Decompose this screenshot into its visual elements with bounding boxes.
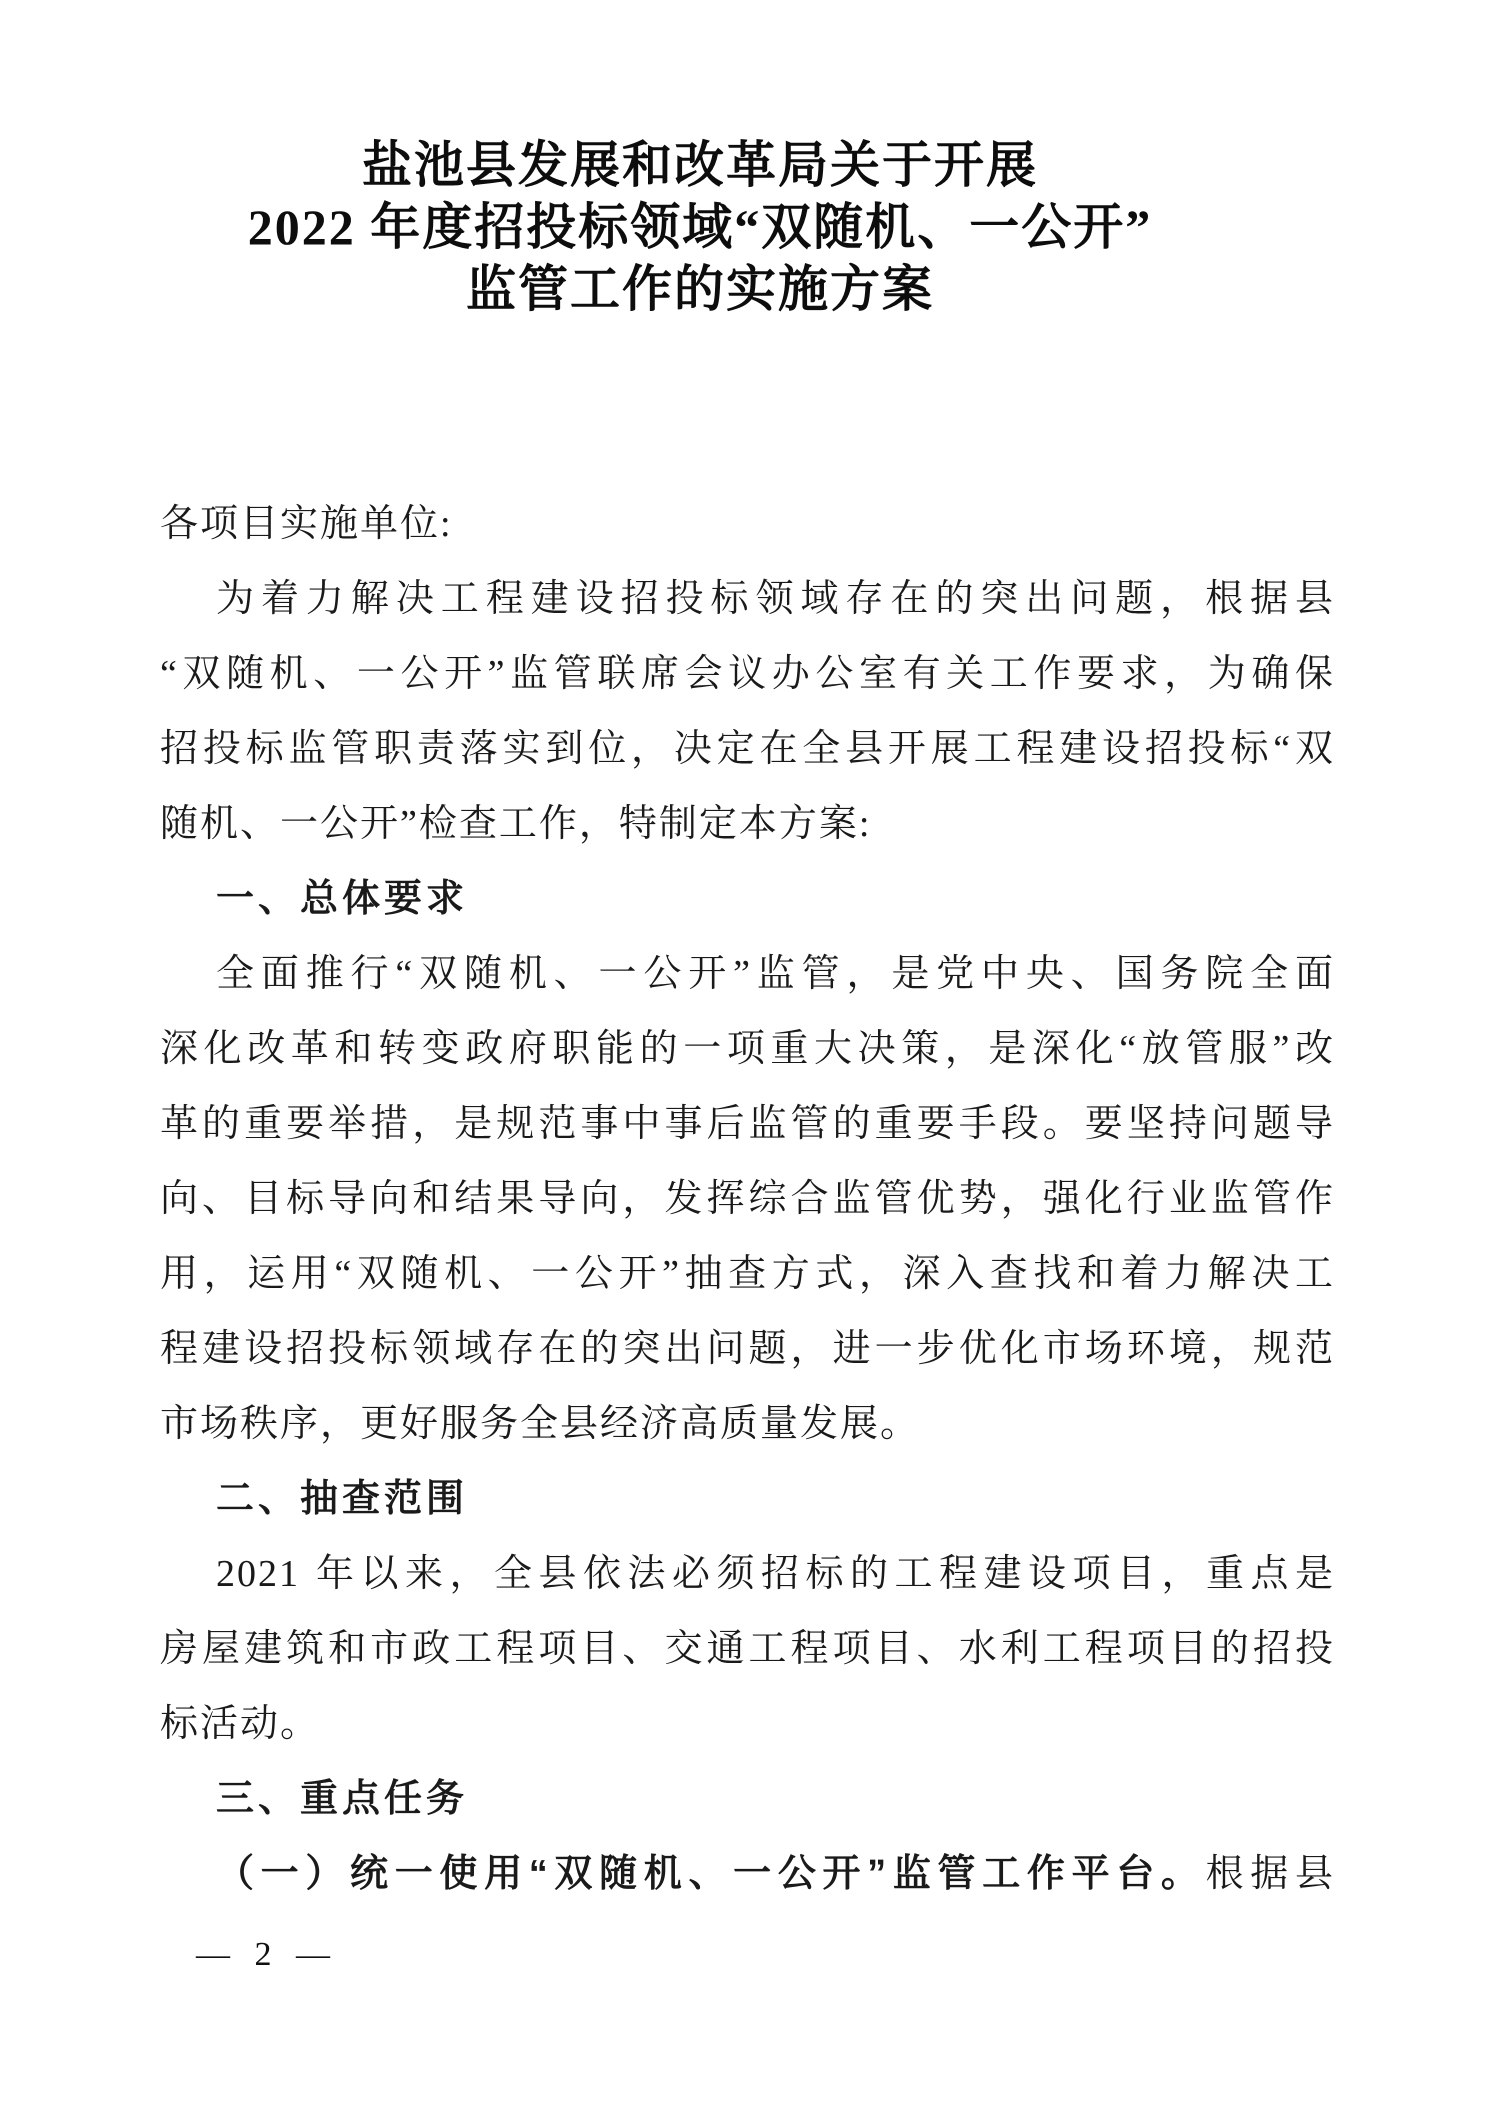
document-title-line-2: 2022 年度招投标领域“双随机、一公开”	[247, 199, 1153, 255]
paragraph-line: 标活动。	[160, 1703, 321, 1745]
paragraph-line: 招投标监管职责落实到位，决定在全县开展工程建设招投标“双	[160, 728, 1335, 770]
paragraph-line	[160, 1837, 1335, 1912]
paragraph-line: “双随机、一公开”监管联席会议办公室有关工作要求，为确保	[160, 653, 1335, 695]
paragraph-line: 随机、一公开”检查工作，特制定本方案:	[160, 803, 872, 845]
salutation-line: 各项目实施单位:	[160, 503, 453, 545]
paragraph-line: 2021 年以来，全县依法必须招标的工程建设项目，重点是	[216, 1553, 1335, 1595]
paragraph-line: 程建设招投标领域存在的突出问题，进一步优化市场环境，规范	[160, 1328, 1335, 1370]
page-number: — 2 —	[196, 1936, 338, 1973]
paragraph-line: 向、目标导向和结果导向，发挥综合监管优势，强化行业监管作	[160, 1178, 1335, 1220]
subitem-bold-lead: （一）统一使用“双随机、一公开”监管工作平台。	[216, 1853, 1206, 1895]
document-title	[110, 134, 1290, 320]
paragraph-line: 革的重要举措，是规范事中事后监管的重要手段。要坚持问题导	[160, 1103, 1335, 1145]
section-heading-2: 二、抽查范围	[216, 1478, 469, 1520]
paragraph-line: 用，运用“双随机、一公开”抽查方式，深入查找和着力解决工	[160, 1253, 1335, 1295]
section-heading-3: 三、重点任务	[216, 1778, 469, 1820]
document-body	[160, 487, 1335, 1912]
subitem-tail: 根据县	[1205, 1853, 1335, 1895]
paragraph-line: 房屋建筑和市政工程项目、交通工程项目、水利工程项目的招投	[160, 1628, 1335, 1670]
document-title-line-1: 盐池县发展和改革局关于开展	[362, 137, 1038, 193]
paragraph-line: 全面推行“双随机、一公开”监管，是党中央、国务院全面	[216, 953, 1335, 995]
section-heading-1: 一、总体要求	[216, 878, 469, 920]
paragraph-line: 为着力解决工程建设招投标领域存在的突出问题，根据县	[216, 578, 1335, 620]
paragraph-line: 市场秩序，更好服务全县经济高质量发展。	[160, 1403, 921, 1445]
document-title-line-3: 监管工作的实施方案	[466, 261, 934, 317]
paragraph-line: 深化改革和转变政府职能的一项重大决策，是深化“放管服”改	[160, 1028, 1335, 1070]
